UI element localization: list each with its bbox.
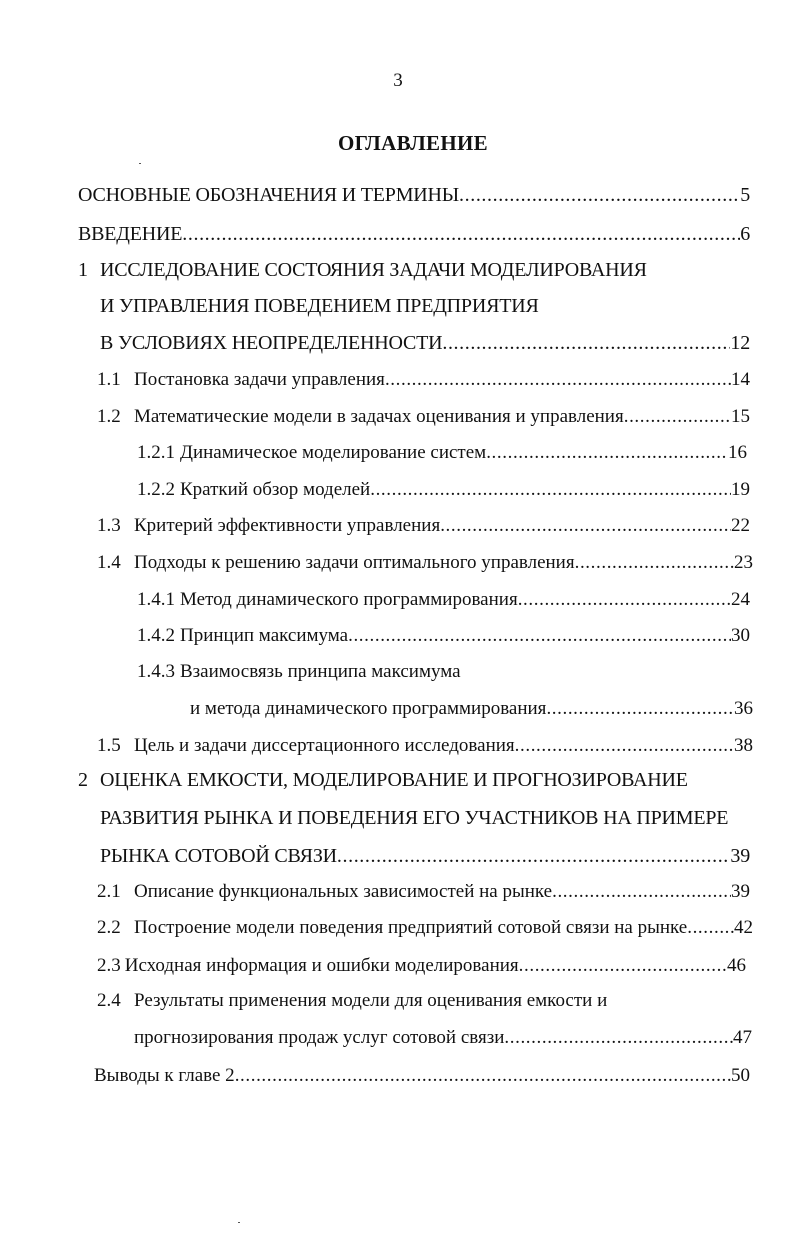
toc-page-number: 39 <box>730 845 750 867</box>
toc-entry-1-4[interactable] <box>97 550 753 576</box>
toc-page-number: 50 <box>731 1065 750 1086</box>
toc-entry-1-3[interactable] <box>97 513 750 539</box>
toc-leader-dots <box>486 440 728 466</box>
toc-entry-title: ВВЕДЕНИЕ <box>78 223 183 245</box>
toc-entry-title: РЫНКА СОТОВОЙ СВЯЗИ <box>100 845 337 867</box>
toc-entry-1-2[interactable] <box>97 404 750 430</box>
toc-section-number: 2.2 <box>97 917 121 938</box>
toc-leader-dots <box>442 330 730 356</box>
toc-entry-title: Динамическое моделирование систем <box>180 442 487 463</box>
toc-entry-title: Результаты применения модели для оценивания емкости и <box>134 990 608 1011</box>
toc-chapter-2-line-3[interactable] <box>100 843 750 869</box>
toc-section-number: 1.5 <box>97 735 121 756</box>
toc-page-number: 42 <box>734 917 753 938</box>
toc-leader-dots <box>337 843 731 869</box>
toc-page-number: 5 <box>740 184 750 206</box>
toc-entry-title: Математические модели в задачах оценивания и управления <box>134 406 624 427</box>
toc-entry-title: РАЗВИТИЯ РЫНКА И ПОВЕДЕНИЯ ЕГО УЧАСТНИКОВ НА ПРИМЕРЕ <box>100 807 729 829</box>
toc-chapter-2-line-1[interactable] <box>78 767 750 793</box>
toc-page-number: 39 <box>731 881 750 902</box>
toc-entry-1-4-1[interactable] <box>137 587 750 613</box>
toc-entry-1-2-1[interactable] <box>137 440 747 466</box>
toc-entry-1-4-3-line-2[interactable] <box>190 696 753 722</box>
toc-entry-title: Описание функциональных зависимостей на рынке <box>134 881 553 902</box>
toc-leader-dots <box>182 221 740 247</box>
toc-leader-dots <box>504 1025 733 1051</box>
toc-entry-2-3[interactable] <box>97 953 746 979</box>
toc-entry-1-4-3-line-1[interactable] <box>137 659 750 685</box>
toc-entry-title: ОЦЕНКА ЕМКОСТИ, МОДЕЛИРОВАНИЕ И ПРОГНОЗИРОВАНИЕ <box>100 769 688 791</box>
toc-section-number: 1.2.1 <box>137 442 175 463</box>
toc-page-number: 14 <box>731 369 750 390</box>
toc-chapter-number: 1 <box>78 259 88 281</box>
toc-section-number: 1.1 <box>97 369 121 390</box>
toc-leader-dots <box>348 623 731 649</box>
toc-entry-1-1[interactable] <box>97 367 750 393</box>
toc-page-number: 19 <box>731 479 750 500</box>
toc-leader-dots <box>515 733 734 759</box>
toc-section-number: 1.3 <box>97 515 121 536</box>
toc-section-number: 2.3 <box>97 955 121 976</box>
toc-section-number: 1.4.1 <box>137 589 175 610</box>
toc-entry-title: Постановка задачи управления <box>134 369 385 390</box>
toc-page-number: 36 <box>734 698 753 719</box>
toc-section-number: 2.4 <box>97 990 121 1011</box>
toc-entry-title: Исходная информация и ошибки моделирования <box>124 955 519 976</box>
toc-entry-1-4-2[interactable] <box>137 623 750 649</box>
toc-entry-title: Принцип максимума <box>180 625 349 646</box>
toc-section-number: 1.4.2 <box>137 625 175 646</box>
toc-entry-intro[interactable] <box>78 221 750 247</box>
toc-entry-1-2-2[interactable] <box>137 477 750 503</box>
toc-section-number: 1.2 <box>97 406 121 427</box>
toc-leader-dots <box>440 513 731 539</box>
toc-entry-title: Цель и задачи диссертационного исследования <box>134 735 515 756</box>
toc-page-number: 22 <box>731 515 750 536</box>
toc-page-number: 47 <box>733 1027 752 1048</box>
toc-leader-dots <box>385 367 731 393</box>
toc-entry-2-1[interactable] <box>97 879 750 905</box>
toc-section-number: 1.4 <box>97 552 121 573</box>
toc-leader-dots <box>235 1063 731 1089</box>
toc-entry-title: В УСЛОВИЯХ НЕОПРЕДЕЛЕННОСТИ <box>100 332 443 354</box>
toc-chapter-1-line-1[interactable] <box>78 257 750 283</box>
toc-chapter-1-line-2[interactable] <box>100 293 750 319</box>
toc-entry-notation[interactable] <box>78 182 750 208</box>
toc-leader-dots <box>519 953 727 979</box>
toc-entry-title: Взаимосвязь принципа максимума <box>180 661 461 682</box>
page-number: 3 <box>393 70 403 91</box>
toc-leader-dots <box>624 404 731 430</box>
toc-entry-title: ИССЛЕДОВАНИЕ СОСТОЯНИЯ ЗАДАЧИ МОДЕЛИРОВАНИЯ <box>100 259 647 281</box>
toc-chapter-1-line-3[interactable] <box>100 330 750 356</box>
toc-entry-title: Выводы к главе 2 <box>94 1065 235 1086</box>
toc-entry-2-2[interactable] <box>97 915 753 941</box>
toc-page-number: 38 <box>734 735 753 756</box>
page-title: ОГЛАВЛЕНИЕ <box>338 131 488 155</box>
toc-page-number: 23 <box>734 552 753 573</box>
toc-entry-title: Краткий обзор моделей <box>180 479 371 500</box>
scan-speck <box>139 163 141 164</box>
toc-chapter-2-line-2[interactable] <box>100 805 750 831</box>
toc-entry-title: прогнозирования продаж услуг сотовой связи <box>134 1027 505 1048</box>
toc-leader-dots <box>546 696 734 722</box>
toc-page-number: 16 <box>728 442 747 463</box>
toc-leader-dots <box>459 182 740 208</box>
toc-leader-dots <box>552 879 731 905</box>
toc-section-number: 1.2.2 <box>137 479 175 500</box>
toc-entry-1-5[interactable] <box>97 733 753 759</box>
toc-leader-dots <box>518 587 731 613</box>
toc-section-number: 1.4.3 <box>137 661 175 682</box>
toc-entry-conclusions-2[interactable] <box>94 1063 750 1089</box>
toc-entry-title: Метод динамического программирования <box>180 589 518 610</box>
toc-page-number: 24 <box>731 589 750 610</box>
toc-page-number: 15 <box>731 406 750 427</box>
toc-chapter-number: 2 <box>78 769 88 791</box>
toc-entry-title: Подходы к решению задачи оптимального управления <box>134 552 575 573</box>
toc-leader-dots <box>370 477 731 503</box>
toc-page-number: 30 <box>731 625 750 646</box>
toc-entry-title: ОСНОВНЫЕ ОБОЗНАЧЕНИЯ И ТЕРМИНЫ <box>78 184 460 206</box>
toc-page-number: 46 <box>727 955 746 976</box>
toc-entry-2-4-line-1[interactable] <box>97 988 750 1014</box>
toc-entry-title: Построение модели поведения предприятий сотовой связи на рынке <box>134 917 688 938</box>
scan-speck <box>238 1222 240 1223</box>
toc-leader-dots <box>687 915 734 941</box>
toc-entry-2-4-line-2[interactable] <box>134 1025 752 1051</box>
toc-leader-dots <box>575 550 734 576</box>
toc-page-number: 12 <box>730 332 750 354</box>
toc-entry-title: и метода динамического программирования <box>190 698 547 719</box>
toc-entry-title: И УПРАВЛЕНИЯ ПОВЕДЕНИЕМ ПРЕДПРИЯТИЯ <box>100 295 539 317</box>
toc-section-number: 2.1 <box>97 881 121 902</box>
toc-entry-title: Критерий эффективности управления <box>134 515 441 536</box>
toc-page-number: 6 <box>740 223 750 245</box>
